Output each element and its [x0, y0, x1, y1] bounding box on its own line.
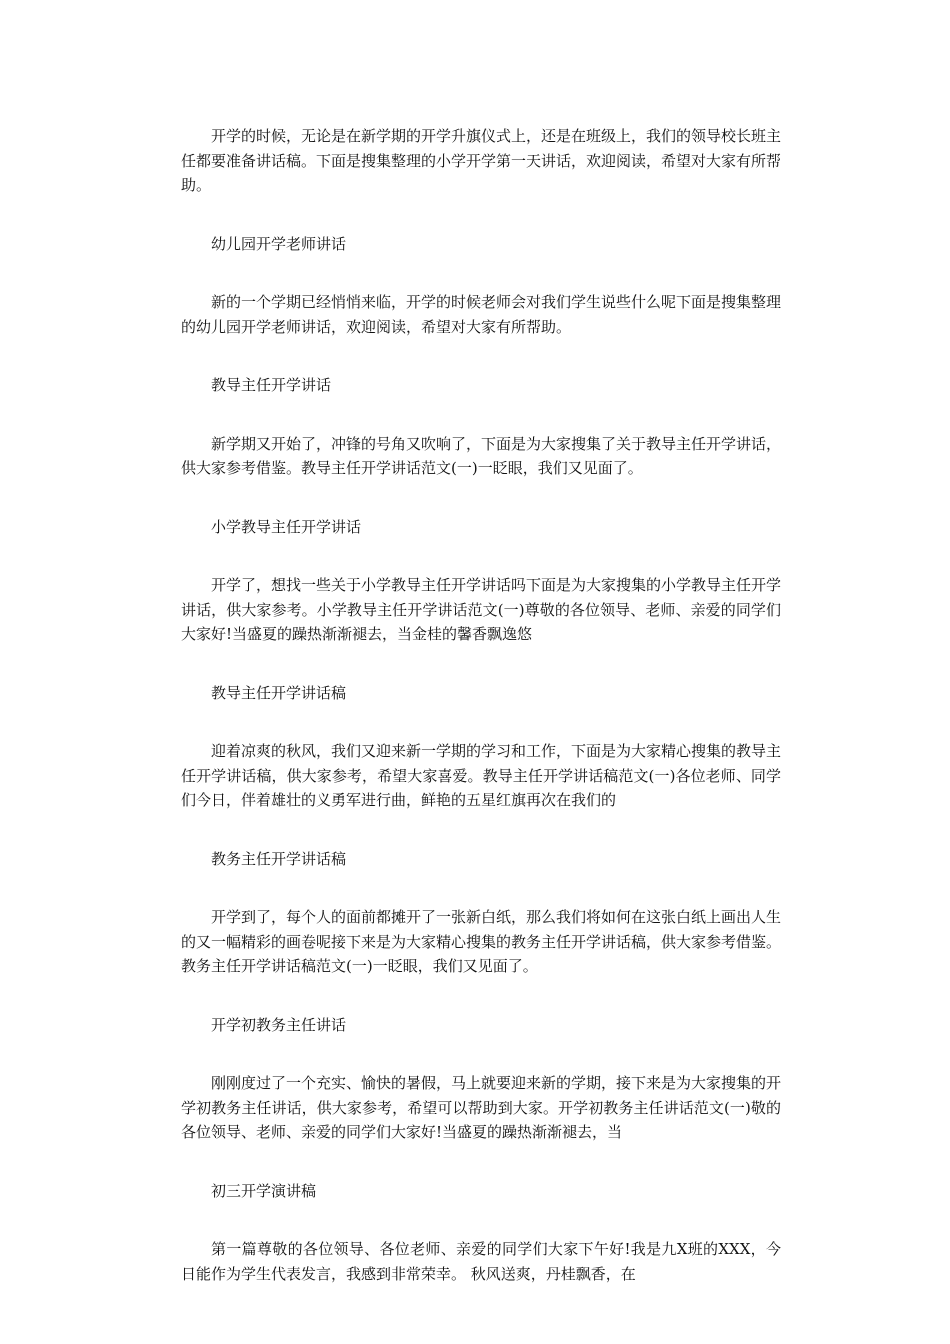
section-paragraph-kindergarten-teacher: 新的一个学期已经悄悄来临，开学的时候老师会对我们学生说些什么呢下面是搜集整理的幼儿园开学老师讲话，欢迎阅读，希望对大家有所帮助。 [181, 293, 782, 336]
section-paragraph-dean-speech-draft: 迎着凉爽的秋风，我们又迎来新一学期的学习和工作，下面是为大家精心搜集的教导主任开学讲话稿，供大家参考，希望大家喜爱。教导主任开学讲话稿范文(一)各位老师、同学们今日，伴着雄壮的义勇军进行曲，鲜艳的五星红旗再次在我们的 [181, 742, 782, 809]
section-heading-kindergarten-teacher: 幼儿园开学老师讲话 [211, 234, 347, 253]
document-page [181, 124, 781, 1286]
section-paragraph-grade-nine-speech: 第一篇尊敬的各位领导、各位老师、亲爱的同学们大家下午好!我是九X班的XXX，今日能作为学生代表发言，我感到非常荣幸。 秋风送爽，丹桂飘香，在 [181, 1240, 781, 1283]
section-heading-term-start-academic-dean: 开学初教务主任讲话 [211, 1015, 347, 1034]
section-paragraph-primary-dean-speech: 开学了，想找一些关于小学教导主任开学讲话吗下面是为大家搜集的小学教导主任开学讲话，供大家参考。小学教导主任开学讲话范文(一)尊敬的各位领导、老师、亲爱的同学们大家好!当盛夏的躁热渐渐褪去，当金桂的馨香飘逸悠 [181, 576, 782, 643]
section-heading-primary-dean-speech: 小学教导主任开学讲话 [211, 517, 362, 536]
intro-paragraph: 开学的时候，无论是在新学期的开学升旗仪式上，还是在班级上，我们的领导校长班主任都要准备讲话稿。下面是搜集整理的小学开学第一天讲话，欢迎阅读，希望对大家有所帮助。 [181, 127, 782, 194]
section-heading-academic-dean-draft: 教务主任开学讲话稿 [211, 849, 347, 868]
section-paragraph-academic-dean-draft: 开学到了，每个人的面前都摊开了一张新白纸，那么我们将如何在这张白纸上画出人生的又一幅精彩的画卷呢接下来是为大家精心搜集的教务主任开学讲话稿，供大家参考借鉴。教务主任开学讲话稿范文(一)一眨眼，我们又见面了。 [181, 908, 782, 975]
section-paragraph-term-start-academic-dean: 刚刚度过了一个充实、愉快的暑假，马上就要迎来新的学期，接下来是为大家搜集的开学初教务主任讲话，供大家参考，希望可以帮助到大家。开学初教务主任讲话范文(一)敬的各位领导、老师、亲爱的同学们大家好!当盛夏的躁热渐渐褪去，当 [181, 1074, 782, 1141]
section-paragraph-dean-speech: 新学期又开始了，冲锋的号角又吹响了，下面是为大家搜集了关于教导主任开学讲话，供大家参考借鉴。教导主任开学讲话范文(一)一眨眼，我们又见面了。 [181, 434, 782, 477]
section-heading-dean-speech: 教导主任开学讲话 [211, 376, 332, 394]
section-heading-dean-speech-draft: 教导主任开学讲话稿 [211, 683, 347, 702]
section-heading-grade-nine-speech: 初三开学演讲稿 [211, 1181, 317, 1200]
